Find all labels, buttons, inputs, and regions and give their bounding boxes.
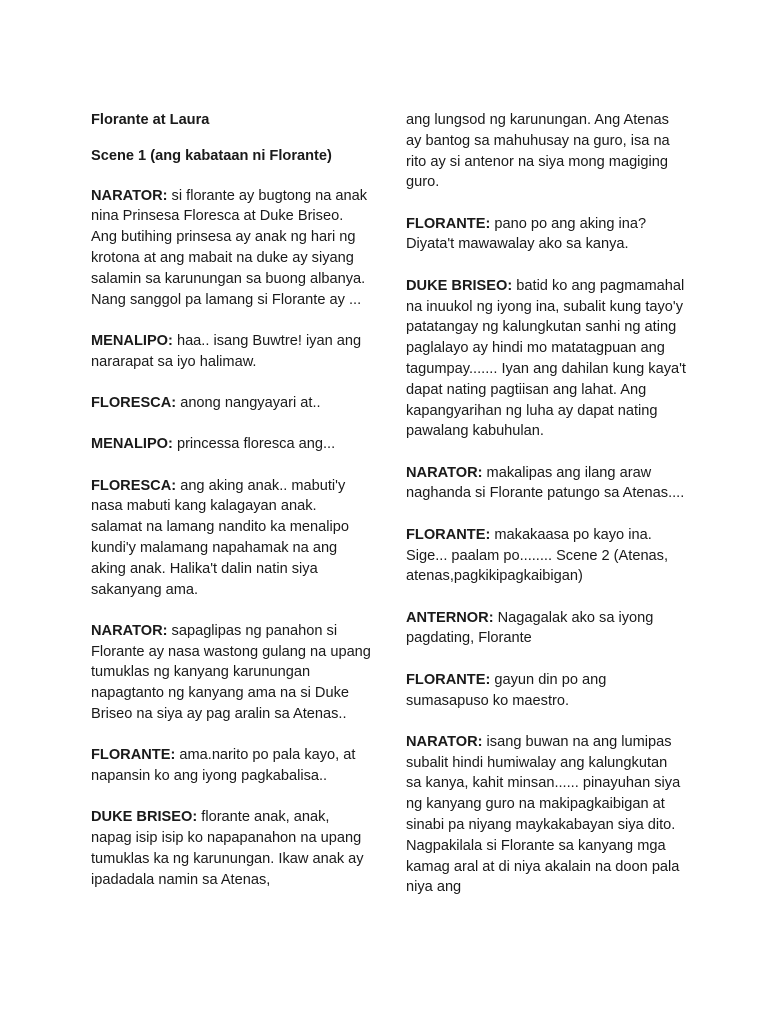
speaker-name: FLORANTE: (406, 671, 491, 688)
right-column (406, 110, 686, 919)
dialogue-text: ang lungsod ng karunungan. Ang Atenas ay bantog sa mahuhusay na guro, isa na rito ay si antenor na siya mong magiging guro. (406, 112, 670, 191)
speaker-name: ANTERNOR: (406, 609, 494, 626)
document-title: Florante at Laura (91, 112, 210, 128)
dialogue-paragraph (91, 745, 371, 787)
speaker-name: FLORANTE: (406, 215, 491, 232)
dialogue-paragraph (406, 276, 686, 442)
dialogue-paragraph (91, 476, 371, 601)
dialogue-paragraph (406, 670, 686, 712)
speaker-name: FLORANTE: (91, 747, 176, 764)
dialogue-paragraph (406, 732, 686, 898)
dialogue-text: ang aking anak.. mabuti'y nasa mabuti kang kalagayan anak. salamat na lamang nandito ka menalipo kundi'y malamang napahamak na ang aking anak. Halika't dalin natin siya sakanyang ama. (91, 477, 349, 598)
speaker-name: DUKE BRISEO: (91, 809, 198, 826)
dialogue-text: Nagagalak ako sa iyong pagdating, Florante (406, 609, 654, 647)
dialogue-text: princessa floresca ang... (176, 436, 336, 453)
scene-heading: Scene 1 (ang kabataan ni Florante) (91, 147, 332, 164)
dialogue-paragraph (91, 186, 371, 311)
dialogue-text: makakaasa po kayo ina. Sige... paalam po........ Scene 2 (Atenas, atenas,pagkikipagkaibigan) (406, 526, 669, 585)
dialogue-paragraph (406, 110, 686, 193)
dialogue-text: sapaglipas ng panahon si Florante ay nasa wastong gulang na upang tumuklas ng kanyang karunungan napagtanto ng kanyang ama na si Duke Briseo na siya ay pag aralin sa Atenas.. (91, 622, 371, 723)
dialogue-paragraph (406, 525, 686, 587)
dialogue-text: ama.narito po pala kayo, at napansin ko ang iyong pagkabalisa.. (91, 747, 356, 785)
speaker-name: NARATOR: (91, 622, 168, 639)
dialogue-text: batid ko ang pagmamahal na inuukol ng iyong ina, subalit kung tayo'y patatangay ng kalungkutan sanhi ng ating paglalayo ay hindi mo matatagpuan ang tagumpay....... Iyan ang dahilan kung kaya't dapat nating pagtiisan ang lahat. Ang kapangyarihan ng luha ay dapat nating pawalang kabuhulan. (406, 277, 686, 440)
dialogue-text: anong nangyayari at.. (180, 394, 321, 411)
speaker-name: FLORESCA: (91, 394, 177, 411)
dialogue-text: haa.. isang Buwtre! iyan ang nararapat sa iyo halimaw. (91, 332, 362, 370)
speaker-name: FLORESCA: (91, 477, 177, 494)
dialogue-paragraph (406, 463, 686, 505)
dialogue-text: pano po ang aking ina? Diyata't mawawalay ako sa kanya. (406, 215, 647, 253)
speaker-name: MENALIPO: (91, 332, 173, 349)
speaker-name: DUKE BRISEO: (406, 277, 513, 294)
dialogue-paragraph (91, 434, 371, 455)
left-column (91, 110, 371, 911)
speaker-name: FLORANTE: (406, 526, 491, 543)
dialogue-text: gayun din po ang sumasapuso ko maestro. (406, 671, 607, 709)
speaker-name: NARATOR: (91, 187, 168, 204)
dialogue-paragraph (406, 608, 686, 650)
dialogue-text: florante anak, anak, napag isip isip ko napapanahon na upang tumuklas ka ng karunungan. Ikaw anak ay ipadadala namin sa Atenas, (91, 809, 364, 888)
dialogue-text: isang buwan na ang lumipas subalit hindi humiwalay ang kalungkutan sa kanya, kahit minsan...... pinayuhan siya ng kanyang guro na makipagkaibigan at sinabi pa niyang maykakabayan siya dito. Nagpakilala si Florante sa kanyang mga kamag aral at di niya akalain na doon pala niya ang (406, 733, 681, 896)
dialogue-paragraph (91, 807, 371, 890)
dialogue-paragraph (406, 214, 686, 256)
dialogue-text: makalipas ang ilang araw naghanda si Florante patungo sa Atenas.... (406, 464, 685, 502)
dialogue-paragraph (91, 621, 371, 725)
speaker-name: NARATOR: (406, 464, 483, 481)
speaker-name: NARATOR: (406, 733, 483, 750)
speaker-name: MENALIPO: (91, 436, 173, 453)
dialogue-paragraph (91, 393, 371, 414)
dialogue-paragraph (91, 331, 371, 373)
dialogue-text: si florante ay bugtong na anak nina Prinsesa Floresca at Duke Briseo. Ang butihing prinsesa ay anak ng hari ng krotona at ang mabait na duke ay siyang salamin sa karunungan sa buong albanya. Nang sanggol pa lamang si Florante ay ... (91, 187, 368, 308)
